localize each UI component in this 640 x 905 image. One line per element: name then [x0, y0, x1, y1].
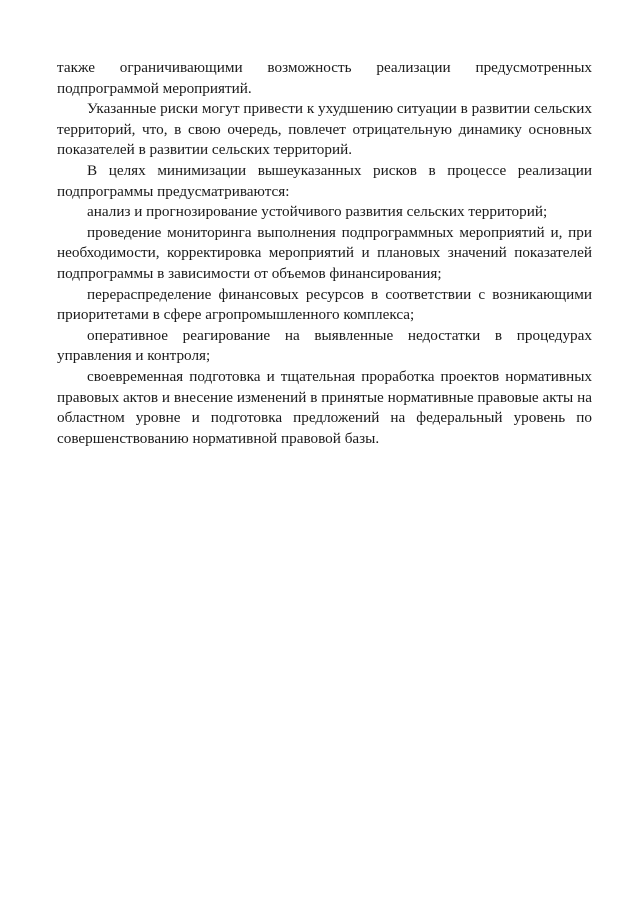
paragraph-risks-consequences: Указанные риски могут привести к ухудшению ситуации в развитии сельских территорий, что, в свою очередь, повлечет отрицательную динамику основных показателей в развитии сельских территорий. [57, 100, 592, 159]
paragraph-continuation: также ограничивающими возможность реализации предусмотренных подпрограммой мероприятий. [57, 59, 592, 97]
list-item-response: оперативное реагирование на выявленные недостатки в процедурах управления и контроля; [57, 326, 592, 365]
document-body [57, 58, 592, 449]
list-item-analysis: анализ и прогнозирование устойчивого развития сельских территорий; [87, 203, 548, 221]
list-item-legal-acts: своевременная подготовка и тщательная проработка проектов нормативных правовых актов и внесение изменений в принятые нормативные правовые акты на областном уровне и подготовка предложений на федеральный уровень по совершенствованию нормативной правовой базы. [57, 367, 592, 447]
paragraph-risk-minimization-intro: В целях минимизации вышеуказанных рисков в процессе реализации подпрограммы предусматриваются: [57, 161, 592, 200]
list-item-redistribution: перераспределение финансовых ресурсов в соответствии с возникающими приоритетами в сфере агропромышленного комплекса; [57, 285, 592, 324]
list-item-monitoring: проведение мониторинга выполнения подпрограммных мероприятий и, при необходимости, корректировка мероприятий и плановых значений показателей подпрограммы в зависимости от объемов финансирования; [57, 223, 592, 282]
